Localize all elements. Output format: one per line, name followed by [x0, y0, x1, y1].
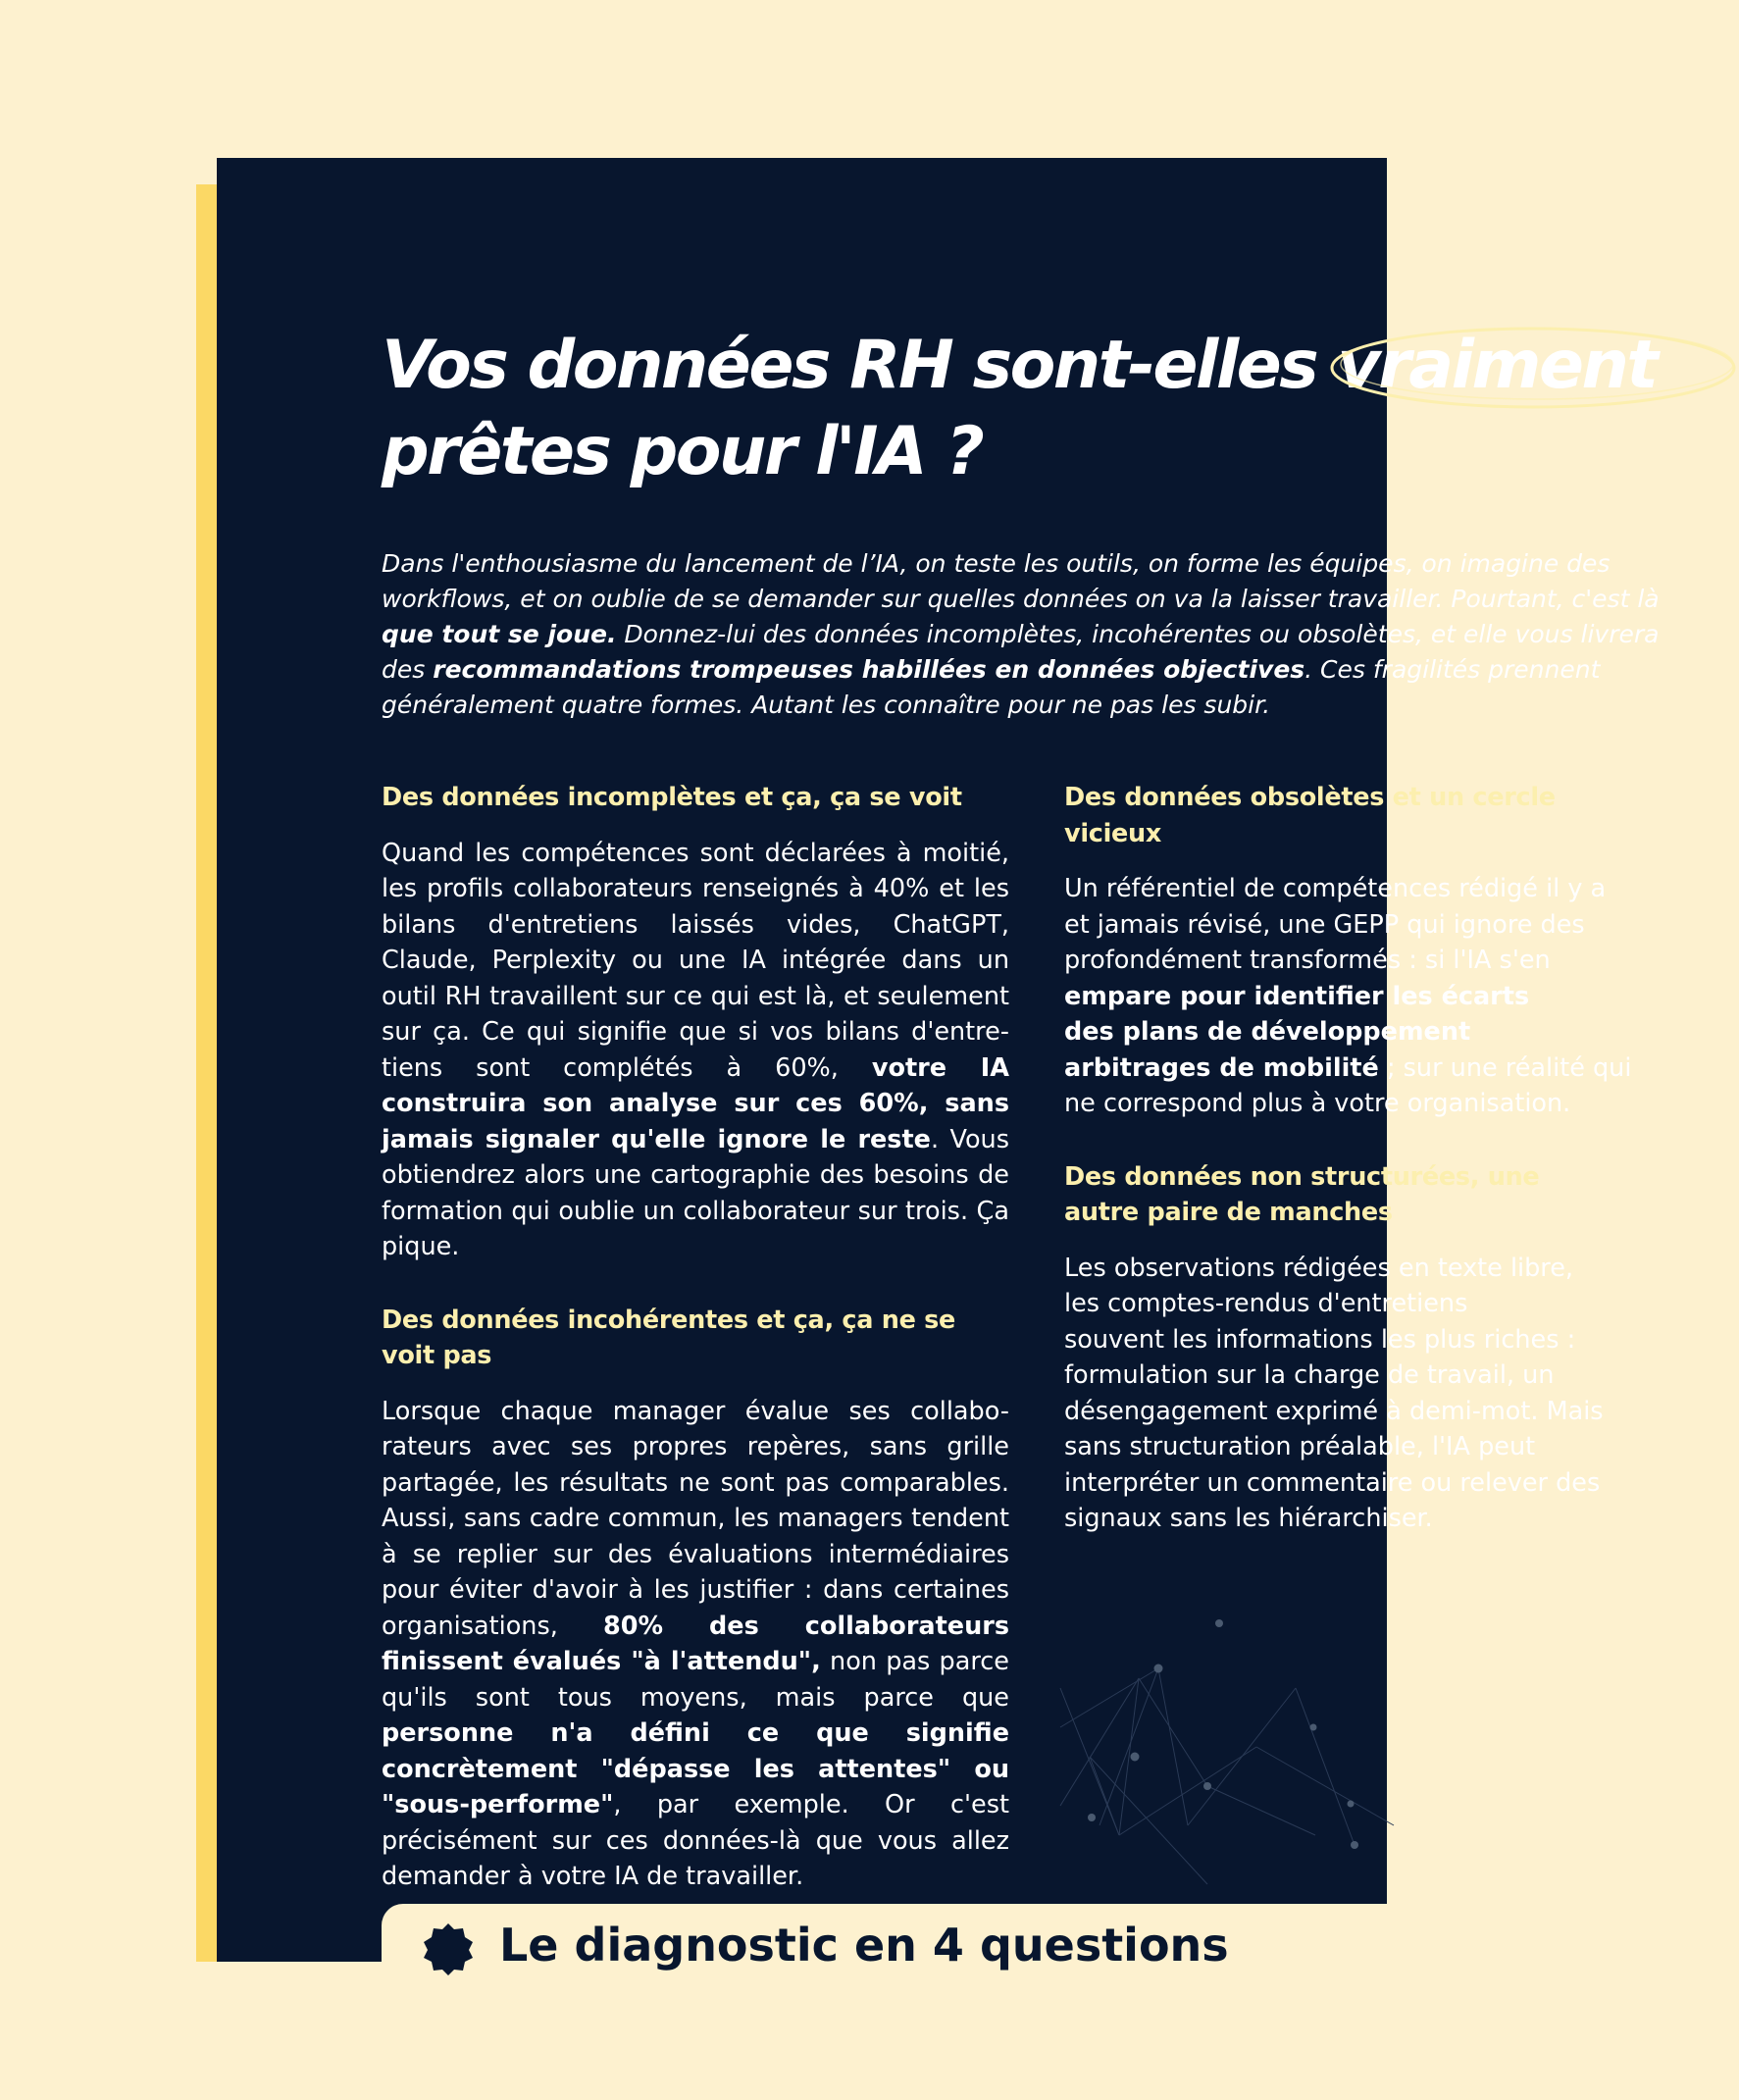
- title-highlight: vraiment: [1337, 323, 1656, 409]
- callout-title: Le diagnostic en 4 questions: [499, 1919, 1229, 1972]
- section-text-obsoletes: Un référentiel de compétences rédigé il y a et jamais révisé, une GEPP qui ignore des profondément transformés : si l'IA s'en empare pour identifier les écarts des plans de développement arbitrages de mobilité ; sur une réalité qui ne correspond plus à votre organisation.: [1064, 874, 1632, 1118]
- section-text-non-structurees: Les observations rédigées en texte libre, les comptes-rendus d'entretiens souvent les informations les plus riches : formulation sur la charge de travail, un désengagement exprimé à demi-mot. Mais sans structuration préalable, l'IA peut interpréter un commentaire ou relever des signaux sans les hiérarchiser.: [1064, 1253, 1604, 1533]
- section-heading-incompletes: Des données incomplètes et ça, ça se voit: [382, 783, 962, 812]
- section-heading-incoherentes: Des données incohérentes et ça, ça ne se voit pas: [382, 1305, 956, 1370]
- intro-paragraph: Dans l'enthousiasme du lancement de l’IA, on teste les outils, on forme les équipes, on imagine des workflows, et on oublie de se demander sur quelles données on va la laisser travailler. Pourtant, c'est là que tout se joue. Donnez-lui des données incomplètes, incohérentes ou obsolètes, et elle vous livrera des recommandations trompeuses habillées en données objectives. Ces fragilités prennent généralement quatre formes. Autant les connaître pour ne pas les subir.: [382, 549, 1660, 719]
- yellow-accent-strip: [196, 184, 218, 1962]
- title-line2: prêtes pour l'IA ?: [382, 413, 983, 490]
- diagnostic-callout: [382, 1904, 1460, 2100]
- section-heading-non-structurees: Des données non structurées, une autre paire de manches: [1064, 1161, 1540, 1227]
- badge-check-icon: [421, 1921, 476, 1976]
- title-line1: Vos données RH sont-elles: [382, 327, 1338, 404]
- right-column: [1064, 780, 1692, 1574]
- section-text-incompletes: Quand les compétences sont déclarées à moitié, les profils collaborateurs renseignés à 40% et les bilans d'entretiens laissés vides, ChatGPT, Claude, Perplexity ou une IA intégrée dans un outil RH travaillent sur ce qui est là, et seulement sur ça. Ce qui signifie que si vos bilans d'entre-tiens sont complétés à 60%, votre IA construira son analyse sur ces 60%, sans jamais signaler qu'elle ignore le reste. Vous obtiendrez alors une cartographie des besoins de formation qui oublie un collaborateur sur trois. Ça pique.: [382, 838, 1009, 1261]
- left-column: [382, 780, 1009, 1932]
- network-decoration-icon: [1060, 1629, 1394, 1884]
- section-heading-obsoletes: Des données obsolètes et un cercle vicieux: [1064, 783, 1556, 848]
- section-text-incoherentes: Lorsque chaque manager évalue ses collabo-rateurs avec ses propres repères, sans grille partagée, les résultats ne sont pas comparables. Aussi, sans cadre commun, les managers tendent à se replier sur des évaluations intermédiaires pour éviter d'avoir à les justifier : dans certaines organisations, 80% des collaborateurs finissent évalués "à l'attendu", non pas parce qu'ils sont tous moyens, mais parce que personne n'a défini ce que signifie concrètement "dépasse les attentes" ou "sous-performe", par exemple. Or c'est précisément sur ces données-là que vous allez demander à votre IA de travailler.: [382, 1396, 1010, 1891]
- page-title: [382, 323, 1657, 495]
- article-panel: [217, 158, 1660, 1972]
